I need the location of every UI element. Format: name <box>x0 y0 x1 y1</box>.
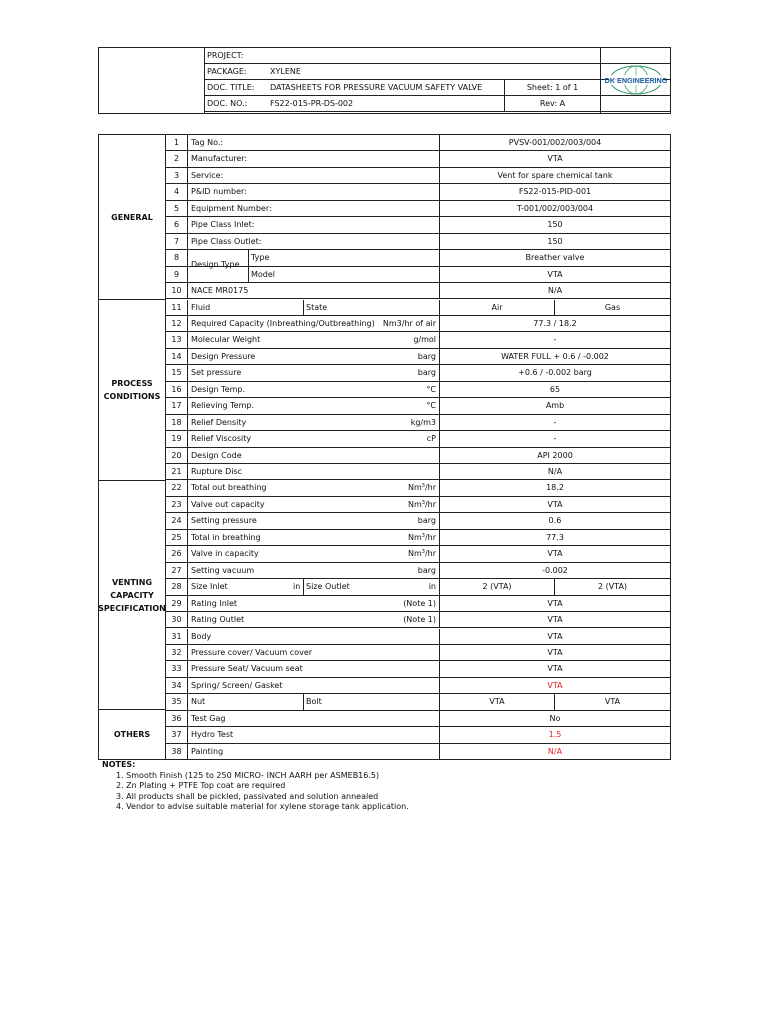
row-number: 15 <box>166 365 188 380</box>
value-left: 2 (VTA) <box>440 579 555 594</box>
unit: barg <box>417 516 436 526</box>
table-row <box>166 349 670 365</box>
row-number: 25 <box>166 530 188 545</box>
unit: cP <box>426 434 436 444</box>
row-label: Manufacturer: <box>188 151 440 166</box>
note-item: 4. Vendor to advise suitable material for xylene storage tank application. <box>116 802 409 811</box>
table-row <box>166 398 670 414</box>
row-number: 28 <box>166 579 188 594</box>
table-row <box>166 480 670 496</box>
row-label: Molecular Weight g/mol <box>188 332 440 347</box>
row-label: Design Code <box>188 448 440 463</box>
row-label: Tag No.: <box>188 135 440 150</box>
row-number: 3 <box>166 168 188 183</box>
table-row <box>166 546 670 562</box>
table-row <box>166 727 670 743</box>
row-value: VTA <box>547 269 563 279</box>
value-right: VTA <box>604 697 621 707</box>
row-label: Design Pressure barg <box>188 349 440 364</box>
section-general: GENERAL <box>99 135 166 300</box>
table-row <box>166 316 670 332</box>
row-value: 150 <box>547 236 563 246</box>
unit: in <box>293 582 301 592</box>
company-logo <box>600 48 671 113</box>
row-value: - <box>553 335 557 345</box>
row-label: Spring/ Screen/ Gasket <box>188 678 440 693</box>
row-value: VTA <box>547 631 563 641</box>
row-label: Pipe Class Inlet: <box>188 217 440 232</box>
table-row <box>166 184 670 200</box>
row-number: 16 <box>166 382 188 397</box>
row-value: 65 <box>549 384 561 394</box>
table-row <box>166 694 670 710</box>
row-value: 0.6 <box>548 516 562 526</box>
row-label: Rating Inlet (Note 1) <box>188 596 440 611</box>
row-number: 5 <box>166 201 188 216</box>
table-row <box>166 448 670 464</box>
unit: Nm3/hr of air <box>382 318 436 328</box>
row-label: Fluid State <box>188 300 440 315</box>
row-value: FS22-015-PID-001 <box>518 187 592 197</box>
row-value: Breather valve <box>525 253 585 263</box>
unit: °C <box>426 384 436 394</box>
row-number: 2 <box>166 151 188 166</box>
note-item: 2. Zn Plating + PTFE Top coat are required <box>116 781 286 790</box>
row-sub-label: Bolt <box>303 694 322 709</box>
row-label <box>188 250 440 270</box>
row-label: Equipment Number: <box>188 201 440 216</box>
row-number: 14 <box>166 349 188 364</box>
row-value: T-001/002/003/004 <box>516 203 594 213</box>
row-sub-label: State <box>303 300 327 315</box>
row-value: VTA <box>547 549 563 559</box>
row-number: 11 <box>166 300 188 315</box>
row-label: Painting <box>188 744 440 760</box>
table-row <box>166 250 670 270</box>
value-left: Air <box>440 300 555 315</box>
revision: Rev: A <box>504 96 600 111</box>
unit: barg <box>417 368 436 378</box>
unit: Nm$^3$/hr <box>407 483 436 493</box>
row-label: Total in breathing Nm$^3$/hr <box>188 530 440 545</box>
table-row <box>166 151 670 167</box>
row-value: 77.3 / 18.2 <box>533 318 577 328</box>
row-label: NACE MR0175 <box>188 283 440 298</box>
row-value: Amb <box>545 401 565 411</box>
table-row <box>166 300 670 316</box>
table-row <box>166 612 670 628</box>
row-number: 30 <box>166 612 188 627</box>
unit: kg/m3 <box>410 417 436 427</box>
table-row <box>166 168 670 184</box>
row-value: VTA <box>547 647 563 657</box>
row-number: 10 <box>166 283 188 298</box>
table-row <box>166 513 670 529</box>
row-number: 24 <box>166 513 188 528</box>
project-label: PROJECT: <box>207 51 244 60</box>
table-row <box>166 382 670 398</box>
doc-title-label: DOC. TITLE: <box>207 83 255 92</box>
row-value: 18.2 <box>546 483 564 493</box>
row-label: Rupture Disc <box>188 464 440 479</box>
row-number: 37 <box>166 727 188 742</box>
section-venting-capacity: VENTING CAPACITY SPECIFICATION <box>99 481 166 710</box>
note-item: 3. All products shall be pickled, passivated and solution annealed <box>116 791 379 801</box>
row-number: 26 <box>166 546 188 561</box>
design-sub-label: Model <box>248 267 275 282</box>
section-process-conditions: PROCESS CONDITIONS <box>99 300 166 481</box>
table-row <box>166 201 670 217</box>
unit: barg <box>417 351 436 361</box>
value-right: 2 (VTA) <box>597 582 628 592</box>
row-value: API 2000 <box>537 450 573 460</box>
design-type-label: Design Type <box>191 260 240 270</box>
row-label: Design Temp. °C <box>188 382 440 397</box>
row-label: Total out breathing Nm$^3$/hr <box>188 480 440 495</box>
row-value: N/A <box>547 286 563 296</box>
unit: °C <box>426 401 436 411</box>
row-label: Setting pressure barg <box>188 513 440 528</box>
unit: Nm$^3$/hr <box>407 549 436 559</box>
row-value: - <box>553 417 557 427</box>
package-label: PACKAGE: <box>207 67 247 76</box>
table-row <box>166 415 670 431</box>
unit: in <box>428 582 436 592</box>
notes-block <box>102 760 409 813</box>
row-number: 19 <box>166 431 188 446</box>
doc-no-value: FS22-015-PR-DS-002 <box>270 99 354 108</box>
row-value: - <box>553 434 557 444</box>
row-label: Nut Bolt <box>188 694 440 709</box>
row-number: 27 <box>166 563 188 578</box>
row-value: VTA <box>547 598 563 608</box>
unit: (Note 1) <box>403 615 436 625</box>
unit: (Note 1) <box>403 598 436 608</box>
value-right: Gas <box>604 302 621 312</box>
row-label: Size Inlet in Size Outlet in <box>188 579 440 594</box>
row-number: 22 <box>166 480 188 495</box>
row-value: VTA <box>547 154 563 164</box>
table-row <box>166 645 670 661</box>
row-number: 21 <box>166 464 188 479</box>
row-number: 9 <box>166 267 188 282</box>
note-item: 1. Smooth Finish (125 to 250 MICRO- INCH AARH per ASMEB16.5) <box>116 770 380 780</box>
table-row <box>166 596 670 612</box>
row-number: 23 <box>166 497 188 512</box>
header-blank-cell <box>99 48 205 113</box>
row-value: No <box>549 713 561 723</box>
row-number: 36 <box>166 711 188 726</box>
datasheet-table <box>98 134 671 760</box>
row-number: 38 <box>166 744 188 760</box>
row-value: 77.3 <box>546 532 564 542</box>
row-label: Hydro Test <box>188 727 440 742</box>
row-number: 6 <box>166 217 188 232</box>
row-label: Required Capacity (Inbreathing/Outbreathing) Nm3/hr of air <box>188 316 440 331</box>
row-label <box>188 267 440 282</box>
table-row <box>166 283 670 299</box>
row-value: VTA <box>547 664 563 674</box>
row-value: N/A <box>547 467 563 476</box>
row-label: Pressure Seat/ Vacuum seat <box>188 661 440 676</box>
row-label: Relief Density kg/m3 <box>188 415 440 430</box>
section-others: OTHERS <box>99 710 166 759</box>
notes-title: NOTES: <box>102 760 136 769</box>
unit: g/mol <box>413 335 436 345</box>
row-value: N/A <box>547 746 563 756</box>
row-number: 35 <box>166 694 188 709</box>
row-label: P&ID number: <box>188 184 440 199</box>
row-number: 20 <box>166 448 188 463</box>
table-row <box>166 234 670 250</box>
row-value: +0.6 / -0.002 barg <box>518 368 592 378</box>
row-number: 12 <box>166 316 188 331</box>
doc-title-value: DATASHEETS FOR PRESSURE VACUUM SAFETY VALVE <box>270 83 483 92</box>
table-row <box>166 332 670 348</box>
package-value: XYLENE <box>270 67 301 76</box>
table-row <box>166 678 670 694</box>
row-label: Body <box>188 629 440 644</box>
row-label: Pressure cover/ Vacuum cover <box>188 645 440 660</box>
unit: Nm$^3$/hr <box>407 499 436 509</box>
row-number: 17 <box>166 398 188 413</box>
row-number: 18 <box>166 415 188 430</box>
row-label: Set pressure barg <box>188 365 440 380</box>
table-row <box>166 629 670 645</box>
doc-no-label: DOC. NO.: <box>207 99 248 108</box>
sheet-number: Sheet: 1 of 1 <box>504 80 600 95</box>
row-value: VTA <box>547 615 563 625</box>
row-number: 33 <box>166 661 188 676</box>
row-value: VTA <box>547 499 563 509</box>
unit: barg <box>417 565 436 575</box>
row-label: Test Gag <box>188 711 440 726</box>
row-number: 32 <box>166 645 188 660</box>
row-number: 34 <box>166 678 188 693</box>
row-label: Valve out capacity Nm$^3$/hr <box>188 497 440 512</box>
table-row <box>166 563 670 579</box>
table-row <box>166 744 670 760</box>
table-row <box>166 530 670 546</box>
row-number: 13 <box>166 332 188 347</box>
table-row <box>166 267 670 283</box>
row-label: Rating Outlet (Note 1) <box>188 612 440 627</box>
row-value: -0.002 <box>542 565 568 575</box>
table-row <box>166 464 670 480</box>
table-row <box>166 365 670 381</box>
row-label: Service: <box>188 168 440 183</box>
document-header <box>98 47 671 114</box>
table-row <box>166 711 670 727</box>
svg-text:DK ENGINEERING: DK ENGINEERING <box>604 76 668 85</box>
row-value: WATER FULL + 0.6 / -0.002 <box>501 351 609 361</box>
row-value: 1.5 <box>548 730 562 740</box>
row-value: Vent for spare chemical tank <box>497 170 613 180</box>
row-label: Relieving Temp. °C <box>188 398 440 413</box>
table-row <box>166 661 670 677</box>
design-sub-label: Type <box>248 250 269 265</box>
row-value: PVSV-001/002/003/004 <box>508 138 602 147</box>
row-number: 1 <box>166 135 188 150</box>
row-label: Relief Viscosity cP <box>188 431 440 446</box>
row-sub-label: Size Outlet <box>303 579 350 594</box>
row-value: 150 <box>547 220 563 230</box>
row-number: 7 <box>166 234 188 249</box>
table-row <box>166 431 670 447</box>
table-row <box>166 579 670 595</box>
table-row <box>166 217 670 233</box>
row-number: 31 <box>166 629 188 644</box>
table-row <box>166 135 670 151</box>
row-number: 8 <box>166 250 188 265</box>
value-left: VTA <box>440 694 555 709</box>
row-number: 29 <box>166 596 188 611</box>
row-label: Pipe Class Outlet: <box>188 234 440 249</box>
unit: Nm$^3$/hr <box>407 532 436 542</box>
row-label: Setting vacuum barg <box>188 563 440 578</box>
row-value: VTA <box>547 680 563 690</box>
table-row <box>166 497 670 513</box>
row-number: 4 <box>166 184 188 199</box>
row-label: Valve in capacity Nm$^3$/hr <box>188 546 440 561</box>
